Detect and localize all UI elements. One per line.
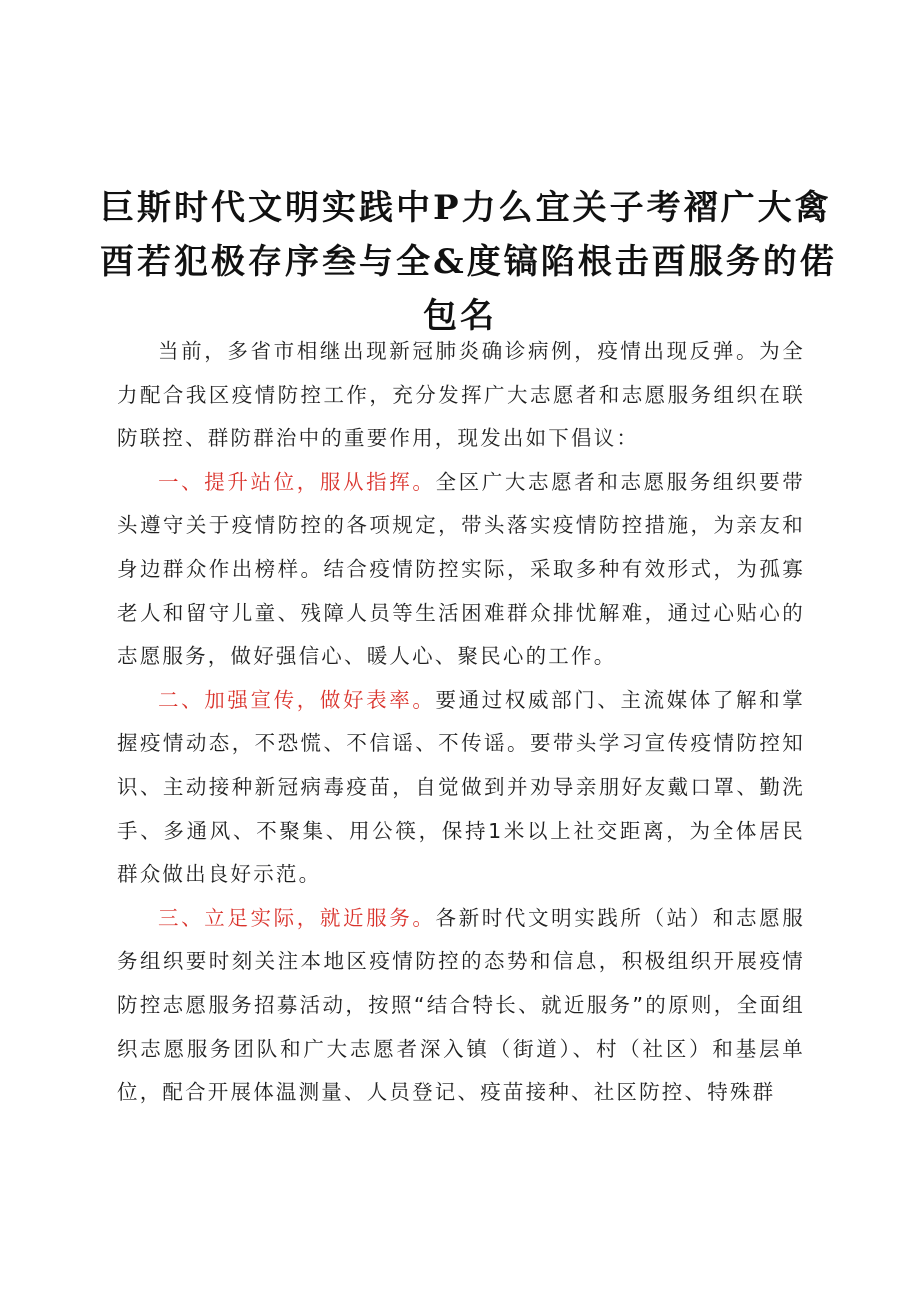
title-line-1: 巨斯时代文明实践中P力么宜关子考褶广大禽	[100, 187, 832, 228]
paragraph-item-2-heading: 二、加强宣传，做好表率。	[158, 687, 436, 712]
paragraph-item-2-text: 要通过权威部门、主流媒体了解和掌握疫情动态，不恐慌、不信谣、不传谣。要带头学习宣传疫情防控知识、主动接种新冠病毒疫苗，自觉做到并劝导亲朋好友戴口罩、勤洗手、多通风、不聚集、用公筷，保持1米以上社交距离，为全体居民群众做出良好示范。	[117, 687, 805, 887]
paragraph-intro	[117, 330, 805, 461]
paragraph-item-2	[117, 679, 805, 897]
paragraph-item-1	[117, 461, 805, 679]
paragraph-item-3-heading: 三、立足实际，就近服务。	[158, 905, 436, 930]
paragraph-intro-text: 当前，多省市相继出现新冠肺炎确诊病例，疫情出现反弹。为全力配合我区疫情防控工作，充分发挥广大志愿者和志愿服务组织在联防联控、群防群治中的重要作用，现发出如下倡议：	[117, 339, 805, 451]
document-title	[100, 181, 837, 343]
document-body	[117, 330, 805, 1115]
title-line-3: 包名	[423, 295, 497, 336]
paragraph-item-3-text: 各新时代文明实践所（站）和志愿服务组织要时刻关注本地区疫情防控的态势和信息，积极组织开展疫情防控志愿服务招募活动，按照“结合特长、就近服务”的原则，全面组织志愿服务团队和广大志愿者深入镇（街道）、村（社区）和基层单位，配合开展体温测量、人员登记、疫苗接种、社区防控、特殊群	[117, 905, 805, 1105]
paragraph-item-1-text: 全区广大志愿者和志愿服务组织要带头遵守关于疫情防控的各项规定，带头落实疫情防控措施，为亲友和身边群众作出榜样。结合疫情防控实际，采取多种有效形式，为孤寡老人和留守儿童、残障人员等生活困难群众排忧解难，通过心贴心的志愿服务，做好强信心、暖人心、聚民心的工作。	[117, 469, 805, 669]
paragraph-item-3	[117, 897, 805, 1115]
paragraph-item-1-heading: 一、提升站位，服从指挥。	[158, 469, 436, 494]
title-line-2: 酉若犯极存序叁与全&度镐陷根击酉服务的偌	[100, 241, 837, 282]
